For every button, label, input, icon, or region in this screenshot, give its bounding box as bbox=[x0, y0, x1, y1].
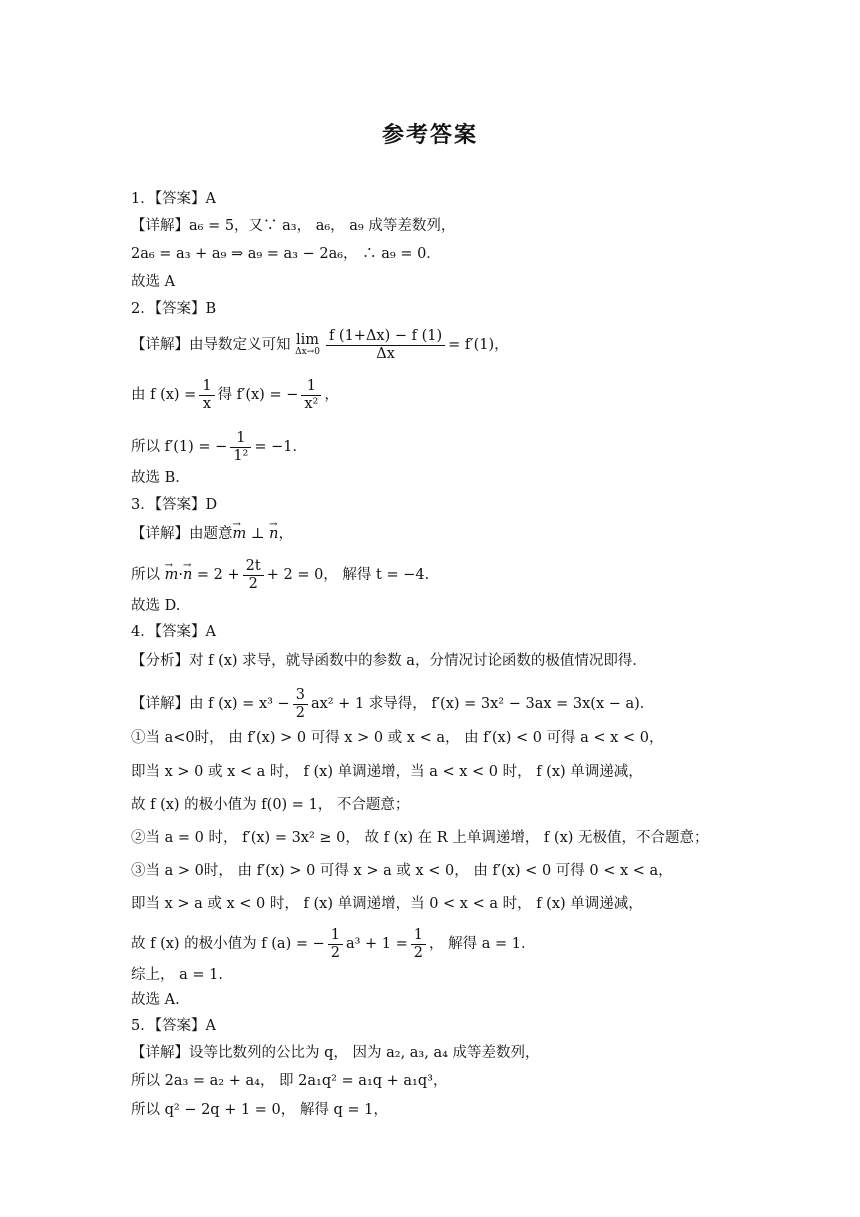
page-title: 参考答案 bbox=[381, 123, 478, 148]
q1-conclusion: 故选 A bbox=[131, 274, 176, 290]
q2-line3: 所以 f′(1) = − $\frac{1}{\text{1²}}$ = −1． bbox=[131, 430, 308, 464]
q4-case3-line3: 故 f (x) 的极小值为 f (a) = − $\frac{1}{2}$ a³ + 1 = $\frac{1}{2}$ ， 解得 a = 1． bbox=[131, 927, 536, 961]
q4-case1-line1: ①当 a<0时， 由 f′(x) > 0 可得 x > 0 或 x < a， 由 f′(x) < 0 可得 a < x < 0， bbox=[131, 730, 664, 746]
q4-analysis: 【分析】对 f (x) 求导，就导函数中的参数 a，分情况讨论函数的极值情况即得． bbox=[131, 653, 647, 669]
q2-conclusion: 故选 B． bbox=[131, 470, 190, 486]
q3-line2: 所以 → m·→ n = 2 + $\frac{2t}{2}$ + 2 = 0， 解得 t = −4． bbox=[131, 558, 439, 592]
q2-limit-fraction: $\frac{f (1+\Delta x) - f (1)}{\Delta x}$ bbox=[326, 328, 445, 362]
q4-case1-line2: 即当 x > 0 或 x < a 时， f (x) 单调递增，当 a < x < 0 时， f (x) 单调递减， bbox=[131, 764, 643, 780]
q5-answer: 5．【答案】A bbox=[131, 1018, 216, 1034]
q4-answer: 4．【答案】A bbox=[131, 624, 216, 640]
q1-detail: 【详解】a₆ = 5，又∵ a₃， a₆， a₉ 成等差数列， bbox=[131, 218, 456, 234]
q5-line3: 所以 q² − 2q + 1 = 0， 解得 q = 1， bbox=[131, 1102, 388, 1118]
q4-case1-line3: 故 f (x) 的极小值为 f(0) = 1， 不合题意； bbox=[131, 797, 410, 813]
q3-detail: 【详解】由题意→ m ⊥ → n， bbox=[131, 524, 293, 544]
q3-answer: 3．【答案】D bbox=[131, 497, 218, 513]
q4-case3-line1: ③当 a > 0时， 由 f′(x) > 0 可得 x > a 或 x < 0， 由 f′(x) < 0 可得 0 < x < a， bbox=[131, 863, 673, 879]
q4-case2-line1: ②当 a = 0 时， f′(x) = 3x² ≥ 0， 故 f (x) 在 R 上单调递增， f (x) 无极值，不合题意； bbox=[131, 830, 709, 846]
q2-answer: 2．【答案】B bbox=[131, 301, 217, 317]
q5-line2: 所以 2a₃ = a₂ + a₄， 即 2a₁q² = a₁q + a₁q³， bbox=[131, 1073, 448, 1089]
q5-line1: 【详解】设等比数列的公比为 q， 因为 a₂, a₃, a₄ 成等差数列， bbox=[131, 1045, 540, 1061]
q1-line2: 2a₆ = a₃ + a₉ ⇒ a₉ = a₃ − 2a₆， ∴ a₉ = 0． bbox=[131, 246, 441, 262]
q3-conclusion: 故选 D. bbox=[131, 598, 181, 614]
q2-line2: 由 f (x) = $\frac{1}{x}$ 得 f′(x) = − $\frac{1}{\text{x²}}$ ， bbox=[131, 378, 339, 412]
q2-detail: 【详解】由导数定义可知 lim Δx→0 $\frac{f (1+\Delta x) - f (1)}{\Delta x}$ = f′(1)， bbox=[131, 328, 509, 362]
q1-answer: 1．【答案】A bbox=[131, 191, 216, 207]
q4-detail: 【详解】由 f (x) = x³ − $\frac{3}{2}$ ax² + 1 求导得， f′(x) = 3x² − 3ax = 3x(x − a)． bbox=[131, 687, 655, 721]
limit-operator: lim Δx→0 bbox=[295, 332, 320, 357]
q4-summary: 综上， a = 1． bbox=[131, 967, 233, 983]
q4-conclusion: 故选 A. bbox=[131, 992, 180, 1008]
q4-case3-line2: 即当 x > a 或 x < 0 时， f (x) 单调递增，当 0 < x < a 时， f (x) 单调递减， bbox=[131, 896, 643, 912]
